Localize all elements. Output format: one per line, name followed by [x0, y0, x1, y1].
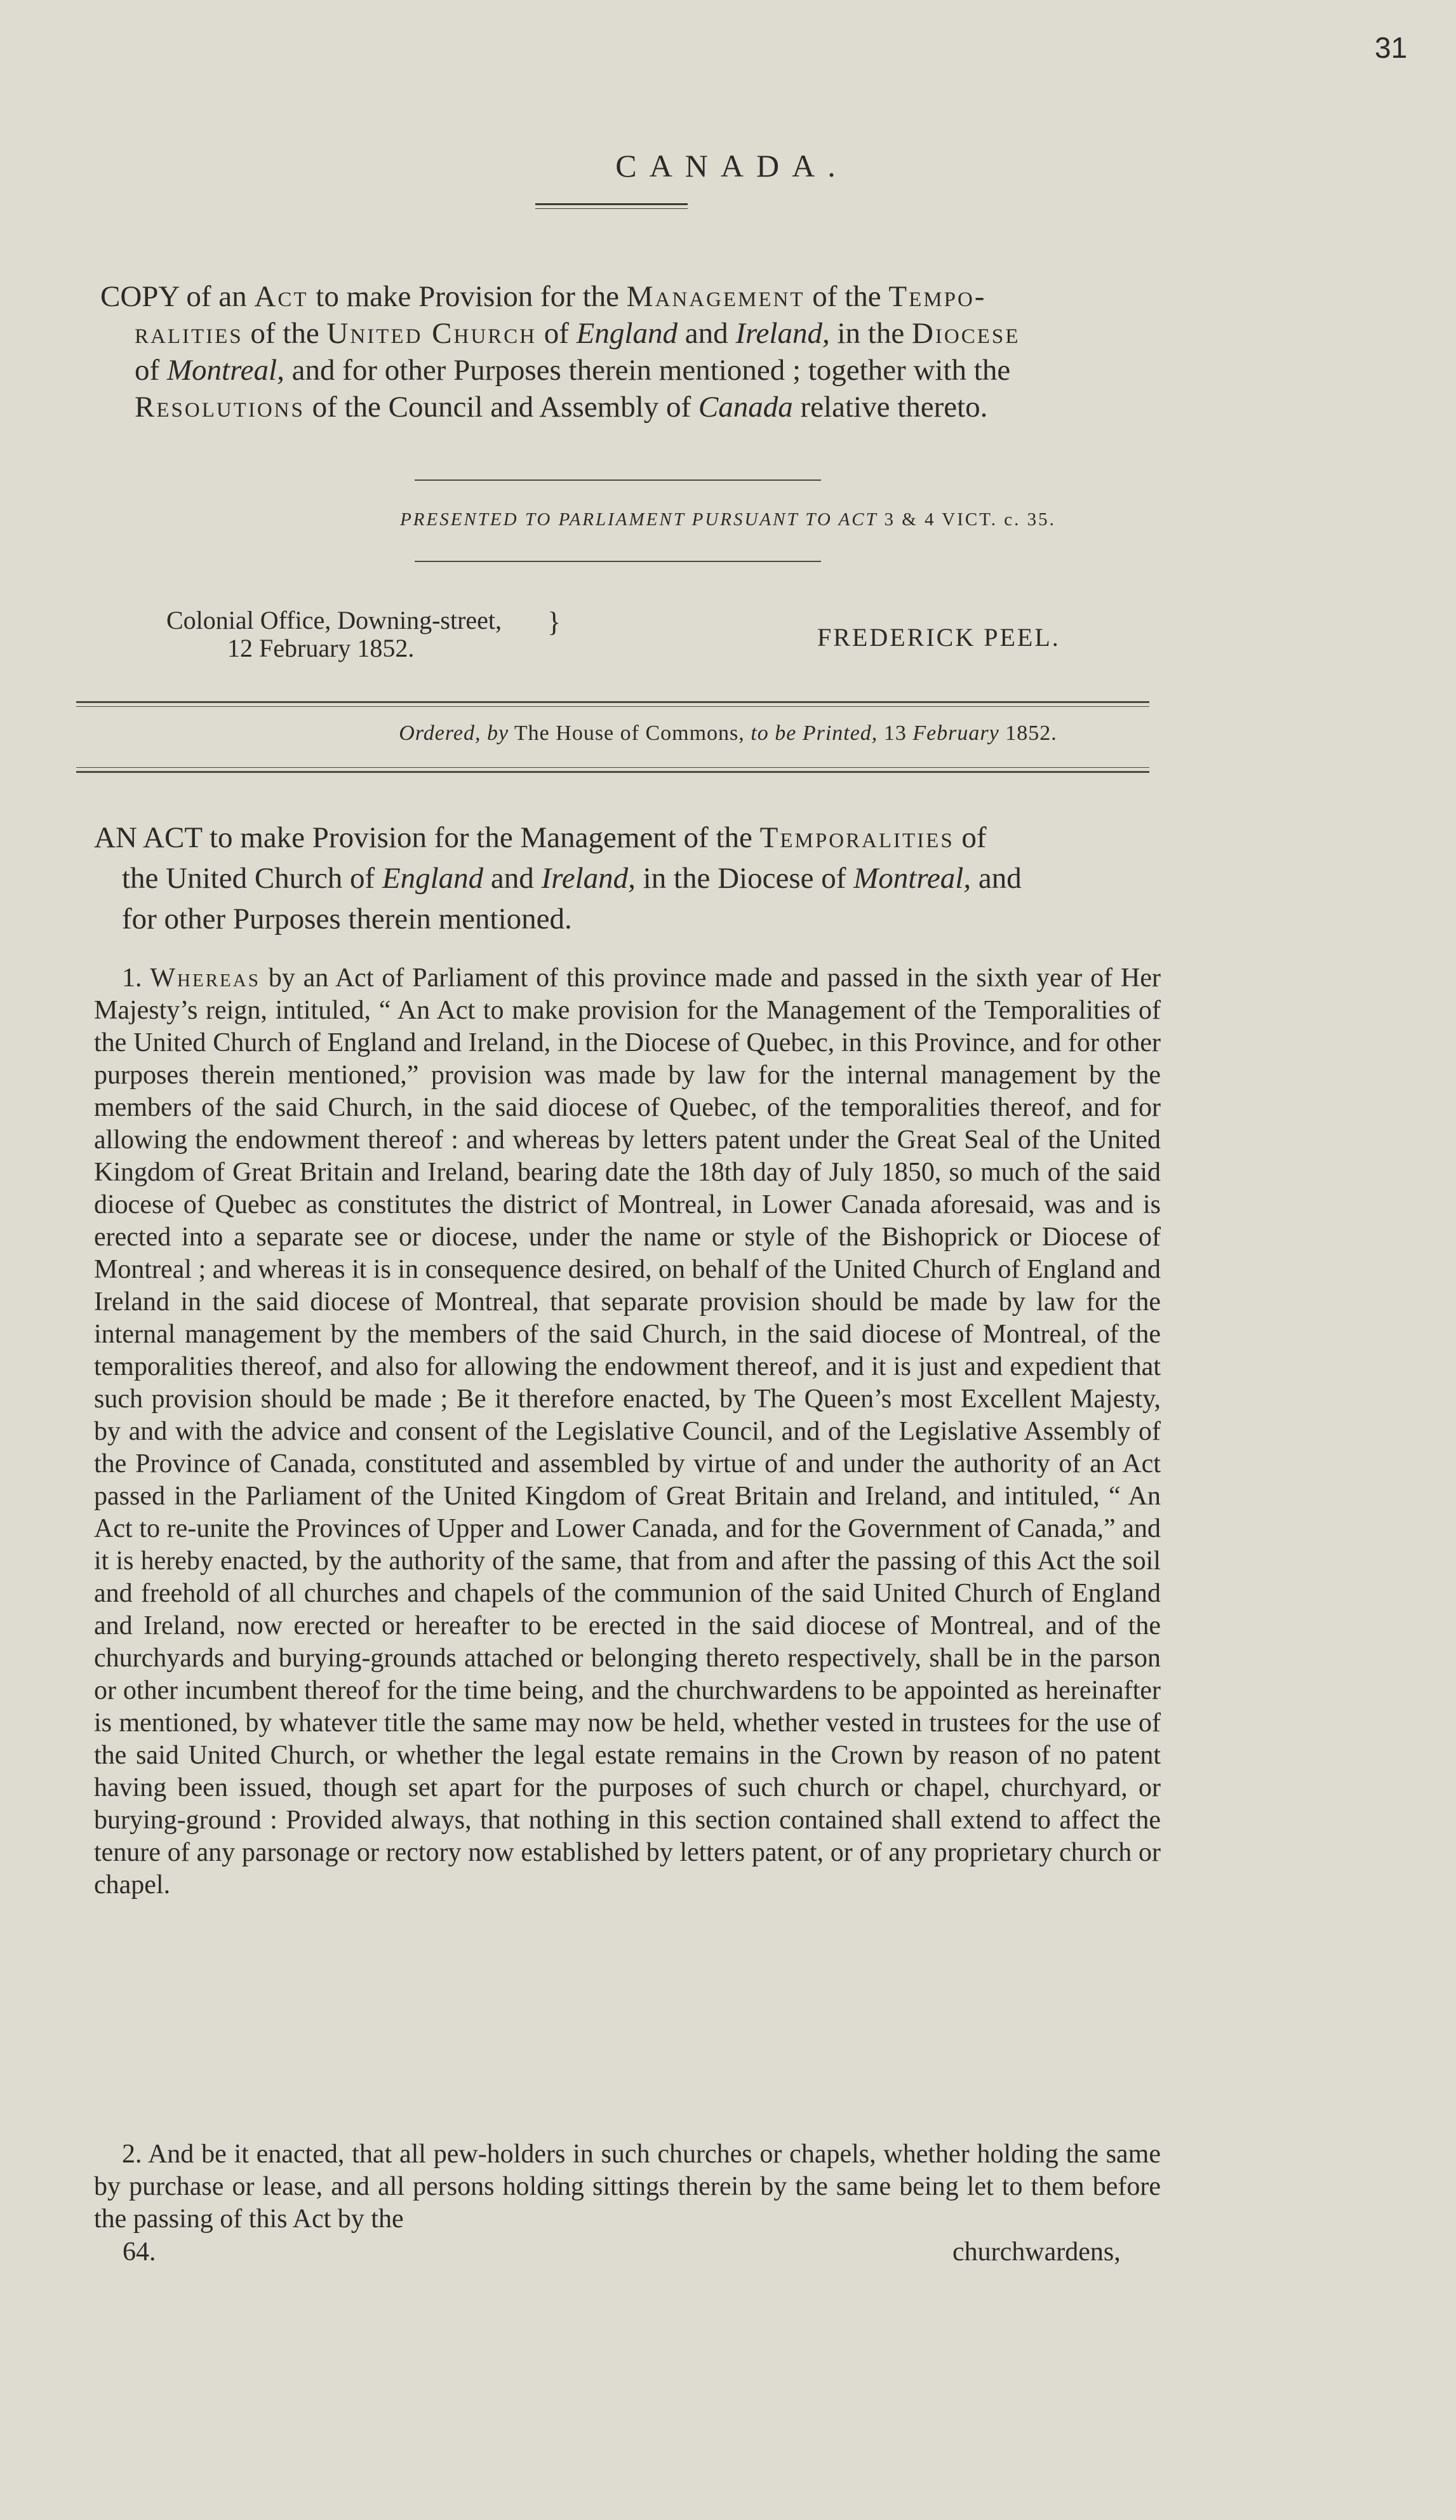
section-2-paragraph — [94, 2138, 1161, 2235]
divider-rule — [415, 479, 821, 481]
section-text: And be it enacted, that all pew-holders in such churches or chapels, whether holding the same by purchase or lease, and all persons holding sittings therein by the same being let to them before the passing of this Act by the — [94, 2140, 1161, 2234]
act-title — [94, 817, 1161, 939]
paper-number: 64. — [123, 2237, 156, 2267]
signature: FREDERICK PEEL. — [817, 623, 1060, 652]
presented-notice: PRESENTED TO PARLIAMENT PURSUANT TO ACT 3 & 4 VICT. c. 35. — [400, 509, 1056, 530]
section-number: 1. — [122, 963, 142, 993]
double-rule-top — [76, 701, 1149, 703]
act-title-line-2: the United Church of England and Ireland, in the Diocese of Montreal, and — [122, 862, 1022, 895]
office-address — [166, 607, 502, 662]
document-heading: CANADA. — [615, 148, 848, 184]
catchword: churchwardens, — [952, 2237, 1121, 2267]
office-date: 12 February 1852. — [227, 634, 415, 662]
section-number: 2. — [122, 2140, 142, 2169]
divider-rule — [415, 561, 821, 562]
heading-underline — [535, 203, 688, 205]
double-rule-bottom — [76, 767, 1149, 768]
section-text: by an Act of Parliament of this province made and passed in the sixth year of Her Majesty’s reign, intituled, “ An Act to make provision for the Management of the Temporalities of the United Church of England and Ireland, in the Diocese of Quebec, in this Province, and for other purposes therein mentioned,” provision was made by law for the internal management by the members of the said Church, in the said diocese of Quebec, of the temporalities thereof, and for allowing the endowment thereof : and whereas by letters patent under the Great Seal of the United Kingdom of Great Britain and Ireland, bearing date the 18th day of July 1850, so much of the said diocese of Quebec as constitutes the district of Montreal, in Lower Canada aforesaid, was and is erected into a separate see or diocese, under the name or style of the Bishoprick or Diocese of Montreal ; and whereas it is in consequence desired, on behalf of the United Church of England and Ireland in the said diocese of Montreal, that separate provision should be made by law for the internal management by the members of the said Church, in the said diocese of Montreal, of the temporalities thereof, and also for allowing the endowment thereof, and it is just and expedient that such provision should be made ; Be it therefore enacted, by The Queen’s most Excellent Majesty, by and with the advice and consent of the Legislative Council, and of the Legislative Assembly of the Province of Canada, constituted and assembled by virtue of and under the authority of an Act passed in the Parliament of the United Kingdom of Great Britain and Ireland, and intituled, “ An Act to re-unite the Provinces of Upper and Lower Canada, and for the Government of Canada,” and it is hereby enacted, by the authority of the same, that from and after the passing of this Act the soil and freehold of all churches and chapels of the communion of the said United Church of England and Ireland, now erected or hereafter to be erected in the said diocese of Montreal, and of the churchyards and burying-grounds attached or belonging thereto respectively, shall be in the parson or other incumbent thereof for the time being, and the churchwardens to be appointed as hereinafter is mentioned, by whatever title the same may now be held, whether vested in trustees for the use of the said United Church, or whether the legal estate remains in the Crown by reason of no patent having been issued, though set apart for the purposes of such church or chapel, churchyard, or burying-ground : Provided always, that nothing in this section contained shall extend to affect the tenure of any parsonage or rectory now established by letters patent, or of any proprietary church or chapel. — [94, 963, 1161, 1900]
office-line: Colonial Office, Downing-street, — [166, 606, 502, 634]
act-title-line-1: AN ACT to make Provision for the Management of the Temporalities of — [94, 821, 987, 854]
office-brace: } — [547, 607, 561, 638]
act-title-line-3: for other Purposes therein mentioned. — [122, 902, 572, 935]
copy-title-line-3: of Montreal, and for other Purposes therein mentioned ; together with the — [135, 354, 1011, 387]
double-rule-top-thin — [76, 706, 1149, 707]
section-1-paragraph — [94, 962, 1161, 1901]
copy-title — [100, 278, 1142, 426]
copy-title-line-4: Resolutions of the Council and Assembly of Canada relative thereto. — [135, 391, 988, 424]
section-lead-word: Whereas — [150, 963, 260, 993]
page-number: 31 — [1375, 31, 1408, 64]
copy-title-line-2: ralities of the United Church of England and Ireland, in the Diocese — [135, 317, 1020, 350]
ordered-notice: Ordered, by The House of Commons, to be Printed, 13 February 1852. — [399, 721, 1057, 745]
double-rule-bottom-thick — [76, 771, 1149, 773]
heading-underline-thin — [535, 208, 688, 209]
copy-title-line-1: COPY of an Act to make Provision for the Management of the Tempo- — [100, 280, 987, 313]
